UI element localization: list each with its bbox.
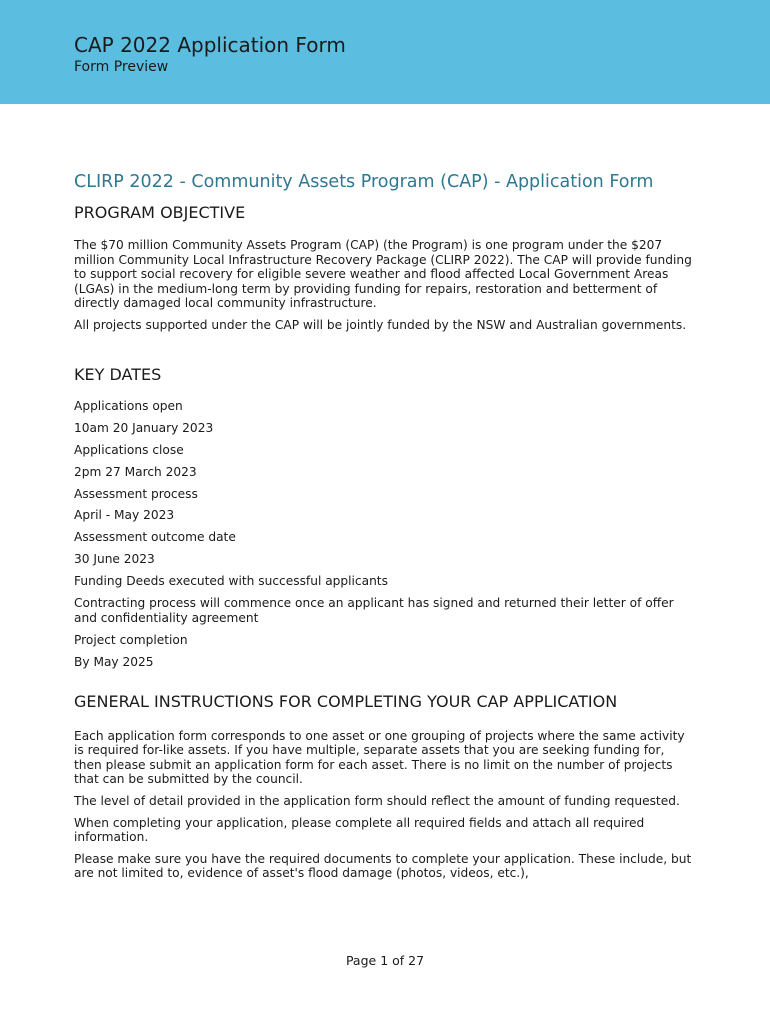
key-dates-heading: KEY DATES — [74, 364, 162, 384]
document-content — [74, 171, 694, 881]
key-date-value: By May 2025 — [74, 654, 154, 669]
key-date-value: April - May 2023 — [74, 508, 175, 523]
objective-paragraph: The $70 million Community Assets Program (CAP) (the Program) is one program under the $207 million Community Local Infrastructure Recovery Package (CLIRP 2022). The CAP will provide funding to support social recovery for eligible severe weather and flood affected Local Government Areas (LGAs) in the medium-long term by providing funding for repairs, restoration and betterment of directly damaged local community infrastructure. — [74, 238, 692, 311]
page-number: Page 1 of 27 — [345, 953, 425, 968]
key-date-value: Contracting process will commence once an applicant has signed and returned their letter of offer and confidentiality agreement — [74, 596, 674, 626]
program-objective-heading: PROGRAM OBJECTIVE — [74, 203, 246, 222]
key-date-label: Applications open — [74, 398, 183, 413]
form-title: CLIRP 2022 - Community Assets Program (CAP) - Application Form — [74, 172, 654, 192]
key-date-label: Applications close — [74, 442, 184, 457]
key-date-label: Assessment process — [74, 486, 198, 501]
key-dates-list — [74, 399, 694, 670]
objective-paragraph: All projects supported under the CAP will be jointly funded by the NSW and Australian governments. — [74, 317, 687, 332]
key-date-value: 10am 20 January 2023 — [74, 420, 214, 435]
instructions-paragraph: When completing your application, please complete all required fields and attach all required information. — [74, 815, 645, 845]
header-subtitle: Form Preview — [74, 59, 169, 75]
instructions-paragraph: Please make sure you have the required documents to complete your application. These include, but are not limited to, evidence of asset's flood damage (photos, videos, etc.), — [74, 851, 692, 881]
key-date-label: Assessment outcome date — [74, 530, 236, 545]
instructions-paragraph: The level of detail provided in the application form should reflect the amount of funding requested. — [74, 793, 680, 808]
key-date-label: Funding Deeds executed with successful applicants — [74, 574, 388, 589]
key-date-value: 2pm 27 March 2023 — [74, 464, 197, 479]
key-date-value: 30 June 2023 — [74, 552, 155, 567]
instructions-paragraph: Each application form corresponds to one asset or one grouping of projects where the same activity is required for-like assets. If you have multiple, separate assets that you are seeking funding for, then please submit an application form for each asset. There is no limit on the number of projects that can be submitted by the council. — [74, 728, 685, 787]
key-date-label: Project completion — [74, 633, 188, 647]
general-instructions-heading: GENERAL INSTRUCTIONS FOR COMPLETING YOUR CAP APPLICATION — [74, 691, 618, 711]
header-band — [0, 0, 770, 104]
header-title: CAP 2022 Application Form — [74, 33, 346, 57]
